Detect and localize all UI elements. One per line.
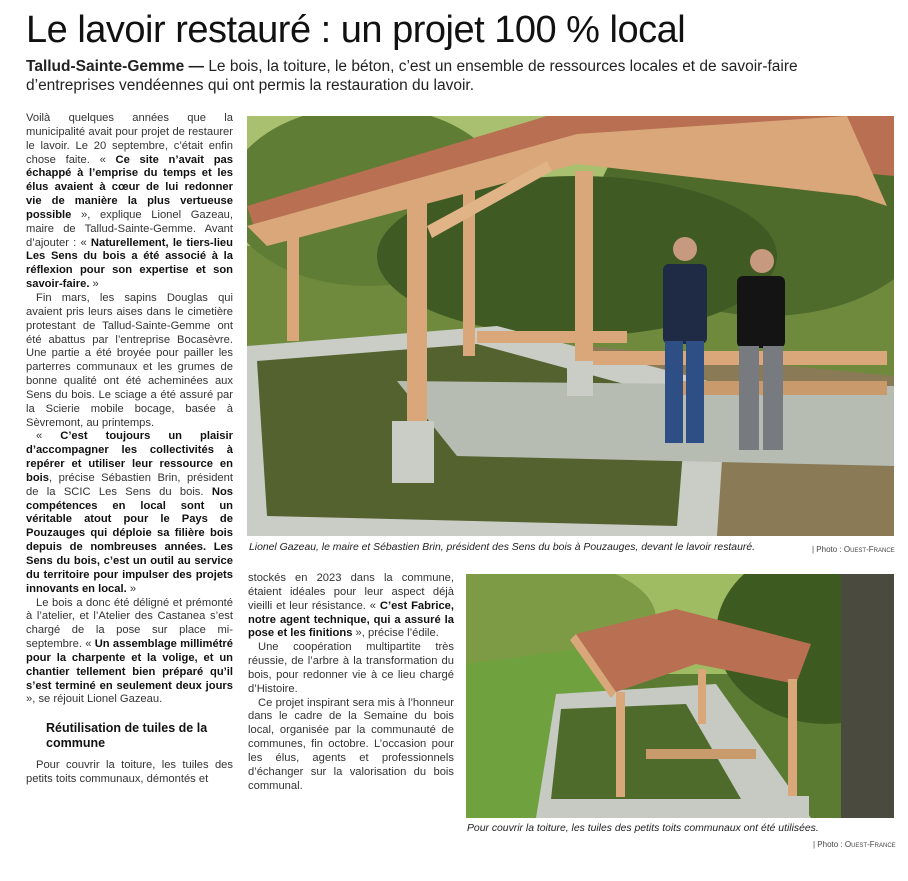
photo-credit [813, 840, 896, 850]
quote-emphasis: Nos compétences en local sont un véritable atout pour le Pays de Pouzauges qui déploie sa filière bois depuis de nombreuses années. Les Sens du bois, c’est un outil au service du territoire pour impulser des projets innovants en local. [26, 485, 233, 595]
quote-emphasis: Naturellement, le tiers-lieu Les Sens du bois a été associé à la réflexion pour son expertise et son savoir-faire. [26, 236, 233, 291]
article-column-2 [248, 572, 454, 794]
lead-text: Le bois, la toiture, le béton, c’est un ensemble de ressources locales et de savoir-faire d’entreprises vendéennes qui ont permis la restauration du lavoir. [26, 58, 798, 94]
paragraph: Le bois a donc été déligné et prémonté à l’atelier, et l’Atelier des Castanea s’est chargé de la pose sur place mi-septembre. « Un assemblage millimétré pour la charpente et la volige, et un chantier tellement bien préparé qu’il s’est terminé en seulement deux jours », se réjouit Lionel Gazeau. [26, 596, 233, 706]
lavoir-roof-photo [466, 574, 894, 818]
photo-caption: Pour couvrir la toiture, les tuiles des petits toits communaux ont été utilisées. [467, 823, 819, 834]
paragraph: « C’est toujours un plaisir d’accompagner les collectivités à repérer et utiliser leur ressource en bois, précise Sébastien Brin, président de la SCIC Les Sens du bois. Nos compétences en local sont un véritable atout pour le Pays de Pouzauges qui déploie sa filière bois depuis de nombreuses années. Les Sens du bois, c’est un outil au service du territoire pour impulser des projets innovants en local. » [26, 430, 233, 595]
credit-prefix: | Photo : [813, 840, 845, 849]
article-column-1 [26, 112, 233, 787]
quote-emphasis: C’est toujours un plaisir d’accompagner les collectivités à repérer et utiliser leur ressource en bois [26, 430, 233, 484]
paragraph: stockés en 2023 dans la commune, étaient idéales pour leur aspect déjà vieilli et leur résistance. « C’est Fabrice, notre agent technique, qui a assuré la pose et les finitions », précise l’édile. [248, 572, 454, 640]
dateline: Tallud-Sainte-Gemme — [26, 58, 209, 75]
paragraph: Voilà quelques années que la municipalité avait pour projet de restaurer le lavoir. Le 20 septembre, c’était enfin chose faite. « Ce site n’avait pas échappé à l’emprise du temps et les élus avaient à cœur de lui redonner vie de manière la plus vertueuse possible », explique Lionel Gazeau, maire de Tallud-Sainte-Gemme. Avant d’ajouter : « Naturellement, le tiers-lieu Les Sens du bois a été associé à la réflexion pour son expertise et son savoir-faire. » [26, 112, 233, 291]
credit-source: Ouest-France [844, 840, 896, 849]
credit-prefix: | Photo : [812, 545, 844, 554]
photo-credit [812, 545, 895, 555]
subheading: Réutilisation de tuiles de la commune [46, 721, 208, 750]
quote-emphasis: Un assemblage millimétré pour la charpente et la volige, et un chantier tellement bien préparé qu’il s’est terminé en seulement deux jours [26, 638, 233, 692]
paragraph: Pour couvrir la toiture, les tuiles des petits toits communaux, démontés et [26, 759, 233, 786]
lavoir-photo-main [247, 116, 894, 536]
quote-emphasis: Ce site n’avait pas échappé à l’emprise du temps et les élus avaient à cœur de lui redonner vie de manière la plus vertueuse possible [26, 153, 233, 221]
credit-source: Ouest-France [843, 545, 895, 554]
headline: Le lavoir restauré : un projet 100 % local [26, 9, 686, 51]
paragraph: Fin mars, les sapins Douglas qui avaient pris leurs aises dans le cimetière protestant de Tallud-Sainte-Gemme ont été abattus par l’entreprise Bocasèvre. Une partie a été broyée pour pailler les parterres communaux et les grumes de bonne qualité ont été acheminées aux Sens du bois. Le sciage a été assuré par la Scierie mobile bocage, basée à Sèvremont, au printemps. [26, 291, 233, 429]
lead-paragraph [26, 57, 886, 95]
quote-emphasis: C’est Fabrice, notre agent technique, qui a assuré la pose et les finitions [248, 599, 454, 640]
photo-caption: Lionel Gazeau, le maire et Sébastien Brin, président des Sens du bois à Pouzauges, devant le lavoir restauré. [249, 542, 755, 553]
paragraph: Une coopération multipartite très réussie, de l’arbre à la transformation du bois, pour redonner vie à ce lieu chargé d’Histoire. [248, 641, 454, 695]
paragraph: Ce projet inspirant sera mis à l’honneur dans le cadre de la Semaine du bois local, organisée par la communauté de communes, fin octobre. L’occasion pour les élus, agents et professionnels d’échanger sur la valorisation du bois communal. [248, 696, 454, 792]
